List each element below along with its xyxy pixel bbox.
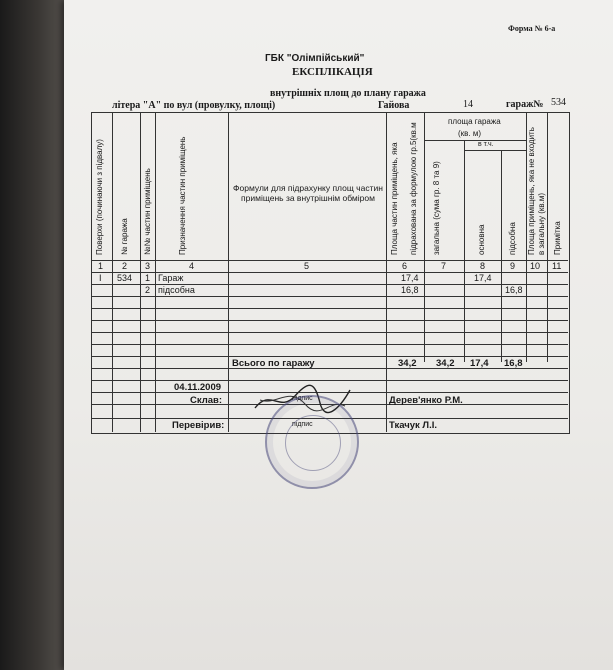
composed-sign-label: підпис <box>292 395 313 402</box>
header-area-units: (кв. м) <box>458 129 482 138</box>
row-divider <box>424 140 526 141</box>
row-divider <box>91 356 568 357</box>
col-divider <box>464 140 465 362</box>
garage-number: 534 <box>551 97 566 108</box>
col-number: 4 <box>189 261 195 271</box>
checked-name: Ткачук Л.І. <box>389 420 438 431</box>
total-area-formula: 34,2 <box>398 358 417 369</box>
col-number: 11 <box>552 261 562 271</box>
doc-subtitle: внутрішніх площ до плану гаража <box>270 88 426 99</box>
col-number: 9 <box>510 261 516 271</box>
row-divider <box>91 260 568 261</box>
checked-label: Перевірив: <box>172 420 225 431</box>
col-number: 2 <box>122 261 128 271</box>
total-aux: 16,8 <box>504 358 523 369</box>
header-main: основна <box>477 224 486 255</box>
row1-purpose: Гараж <box>158 273 184 283</box>
col-number: 3 <box>145 261 151 271</box>
col-number: 10 <box>530 261 541 271</box>
header-aux: підсобна <box>508 222 517 255</box>
total-main: 17,4 <box>470 358 489 369</box>
row-divider <box>464 150 526 151</box>
date: 04.11.2009 <box>174 382 222 393</box>
total-area: 34,2 <box>436 358 455 369</box>
header-area-b: підрахована за формулою гр.5(кв.м <box>409 122 418 255</box>
col-number: 8 <box>480 261 486 271</box>
col-divider <box>424 112 425 362</box>
address-litera: літера "А" по вул (провулку, площі) <box>112 100 276 111</box>
garage-label: гараж№ <box>506 99 544 110</box>
row2-part: 2 <box>145 285 151 295</box>
header-excluded-b: в загальну (кв.м) <box>537 192 546 255</box>
col-number: 5 <box>304 261 310 271</box>
address-number: 14 <box>463 99 473 110</box>
total-label: Всього по гаражу <box>232 358 315 369</box>
composed-name: Дерев'янко Р.М. <box>389 395 463 406</box>
row-divider <box>91 320 568 321</box>
row2-area: 16,8 <box>401 285 419 295</box>
row2-purpose: підсобна <box>158 285 195 295</box>
header-total-area: загальна (сума гр. 8 та 9) <box>432 161 441 255</box>
col-number: 7 <box>441 261 447 271</box>
composed-label: Склав: <box>190 395 223 406</box>
org-name: ГБК "Олімпійський" <box>265 53 365 64</box>
header-excluded-a: Площа приміщень, яка не входить <box>527 127 536 255</box>
col-divider <box>547 112 548 362</box>
header-note: Примітка <box>553 221 562 255</box>
header-purpose: Призначення частин приміщень <box>178 136 187 255</box>
row1-part: 1 <box>145 273 151 283</box>
binder-edge <box>0 0 70 670</box>
doc-title: ЕКСПЛІКАЦІЯ <box>292 66 373 78</box>
row-divider <box>91 296 568 297</box>
header-area-a: Площа частин приміщень, яка <box>390 142 399 255</box>
row1-area: 17,4 <box>401 273 419 283</box>
header-garage-no: № гаража <box>120 218 129 255</box>
form-label: Форма № 6-а <box>508 24 556 33</box>
row-divider <box>91 332 568 333</box>
row1-garage: 534 <box>117 273 133 283</box>
header-incl: в т.ч. <box>478 141 494 148</box>
col-number: 6 <box>402 261 408 271</box>
col-number: 1 <box>98 261 104 271</box>
header-floors: Поверхи (починаючи з підвалу) <box>95 139 104 255</box>
address-street: Гайова <box>378 100 410 111</box>
official-stamp <box>265 395 359 489</box>
header-garage-area: площа гаража <box>448 117 501 126</box>
header-formulas: Формули для підрахунку площ частин приміщень за внутрішнім обміром <box>233 183 383 203</box>
row1-main: 17,4 <box>474 273 492 283</box>
row-divider <box>91 368 568 369</box>
row1-floor: I <box>99 273 102 283</box>
col-divider <box>501 150 502 362</box>
row2-aux: 16,8 <box>505 285 523 295</box>
official-stamp-inner <box>285 415 341 471</box>
checked-sign-label: підпис <box>292 421 313 428</box>
row-divider <box>91 344 568 345</box>
header-part-no: №№ частин приміщень <box>143 168 152 255</box>
row-divider <box>91 308 568 309</box>
